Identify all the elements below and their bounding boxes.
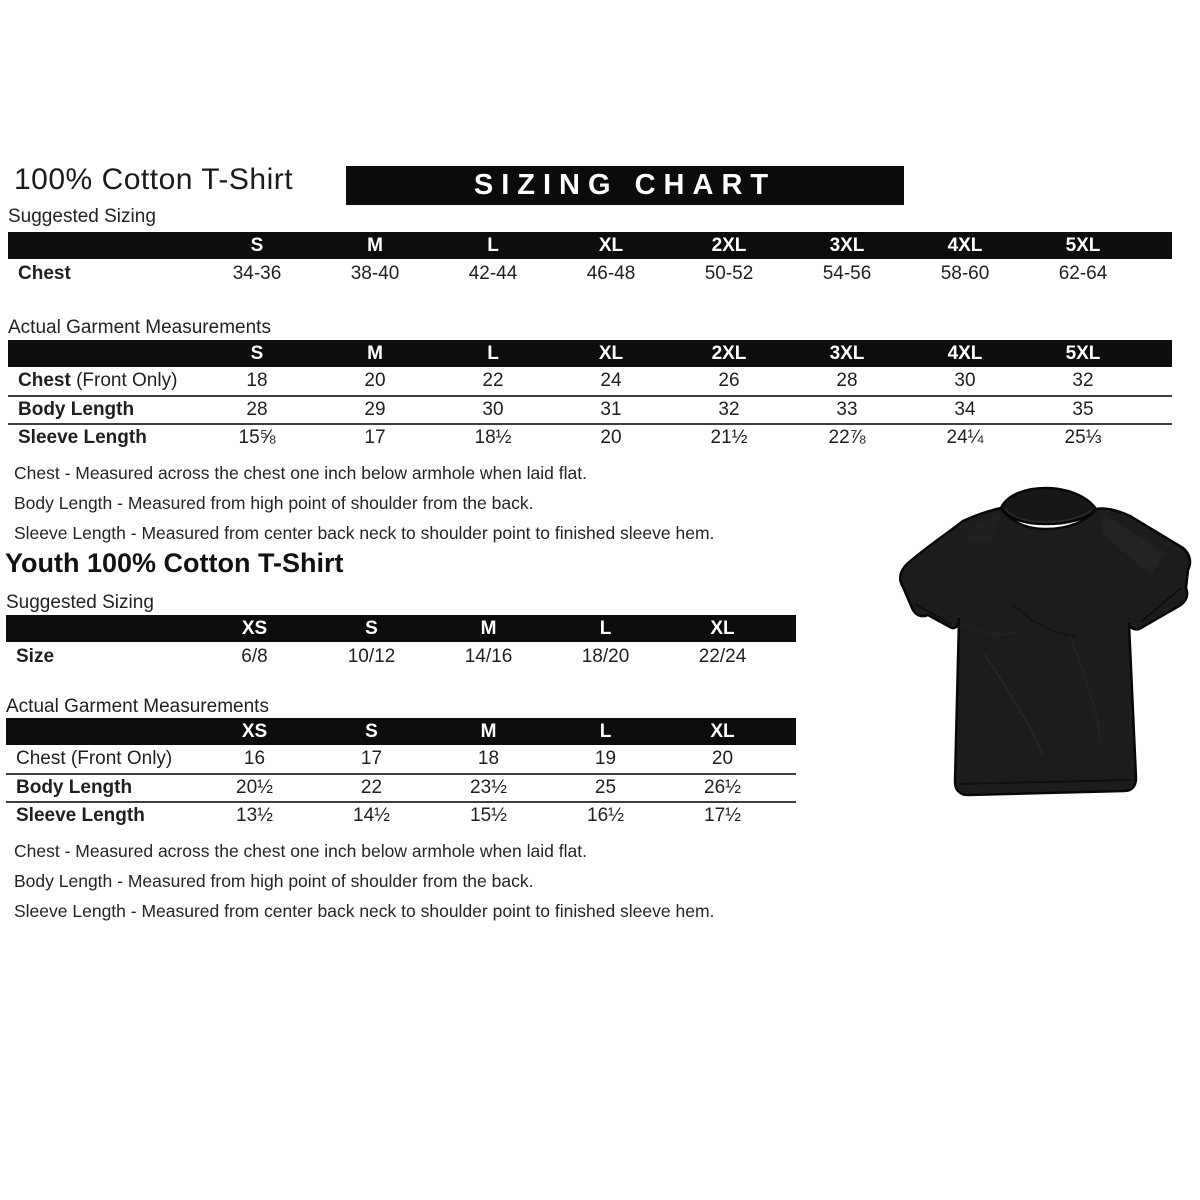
- adult-body-length-row: [8, 395, 1172, 423]
- table-cell: 62-64: [1058, 263, 1108, 284]
- table-cell: 19: [594, 748, 617, 769]
- table-cell: 30: [954, 370, 976, 391]
- youth-sleeve-length-row: [6, 801, 796, 829]
- table-cell: 15½: [470, 805, 507, 826]
- adult-measurements-table: [8, 340, 1172, 451]
- table-cell: 17: [360, 748, 383, 769]
- column-header: 2XL: [711, 234, 747, 256]
- table-cell: 26½: [704, 777, 741, 798]
- adult-measurement-notes: [14, 458, 714, 548]
- column-header: M: [480, 617, 497, 639]
- table-cell: 34-36: [232, 263, 282, 284]
- column-header: L: [599, 720, 612, 742]
- column-header: 5XL: [1065, 234, 1101, 256]
- column-header: M: [367, 234, 383, 256]
- adult-suggested-sizing-label: Suggested Sizing: [8, 206, 156, 227]
- column-header: XL: [710, 720, 735, 742]
- table-cell: 38-40: [350, 263, 400, 284]
- column-header: M: [480, 720, 497, 742]
- table-cell: 42-44: [468, 263, 518, 284]
- column-header: XL: [598, 342, 624, 364]
- table-cell: 23½: [470, 777, 507, 798]
- youth-section-title: Youth 100% Cotton T-Shirt: [5, 548, 344, 578]
- column-header: 3XL: [829, 234, 865, 256]
- row-label: Chest: [18, 263, 71, 284]
- page-title: 100% Cotton T-Shirt: [14, 163, 294, 196]
- row-label: Sleeve Length: [18, 427, 147, 448]
- table-cell: 10/12: [347, 646, 396, 667]
- column-header: S: [250, 342, 264, 364]
- table-cell: 18½: [474, 427, 512, 448]
- table-cell: 14/16: [464, 646, 513, 667]
- column-header: S: [365, 720, 378, 742]
- table-cell: 13½: [236, 805, 273, 826]
- column-header: 4XL: [947, 342, 983, 364]
- table-cell: 34: [954, 399, 976, 420]
- column-header: M: [367, 342, 383, 364]
- table-cell: 20: [711, 748, 734, 769]
- table-cell: 28: [246, 399, 268, 420]
- table-cell: 6/8: [241, 646, 268, 667]
- table-cell: 24¼: [946, 427, 984, 448]
- column-header: XS: [241, 617, 268, 639]
- table-cell: 25: [594, 777, 617, 798]
- youth-measurement-notes: [14, 836, 714, 926]
- table-cell: 35: [1072, 399, 1094, 420]
- tshirt-image: [893, 484, 1199, 810]
- youth-suggested-sizing-label: Suggested Sizing: [6, 592, 154, 613]
- table-cell: 54-56: [822, 263, 872, 284]
- table-cell: 58-60: [940, 263, 990, 284]
- table-cell: 18: [477, 748, 500, 769]
- note-chest: Chest - Measured across the chest one inch below armhole when laid flat.: [14, 841, 587, 861]
- table-cell: 26: [718, 370, 740, 391]
- adult-chest-measure-row: [8, 367, 1172, 395]
- youth-body-length-row: [6, 773, 796, 801]
- note-body-length: Body Length - Measured from high point of shoulder from the back.: [14, 871, 534, 891]
- table-cell: 21½: [710, 427, 748, 448]
- adult-sleeve-length-row: [8, 423, 1172, 451]
- table-cell: 46-48: [586, 263, 636, 284]
- row-label: Chest (Front Only): [18, 370, 178, 391]
- row-label: Body Length: [18, 399, 135, 420]
- table-cell: 22/24: [698, 646, 747, 667]
- row-label: Chest (Front Only): [16, 748, 173, 769]
- table-cell: 31: [600, 399, 622, 420]
- table-cell: 22⅞: [828, 427, 866, 448]
- table-cell: 24: [600, 370, 622, 391]
- table-cell: 50-52: [704, 263, 754, 284]
- sizing-chart-banner: [346, 166, 904, 205]
- youth-measurements-table: [6, 718, 796, 829]
- table-cell: 32: [1072, 370, 1094, 391]
- note-sleeve-length: Sleeve Length - Measured from center back neck to shoulder point to finished sleeve hem.: [14, 523, 715, 543]
- table-cell: 17½: [704, 805, 741, 826]
- column-header: S: [250, 234, 264, 256]
- youth-chest-measure-row: [6, 745, 796, 773]
- sizing-chart-banner-text: SIZING CHART: [473, 169, 777, 201]
- youth-suggested-header-row: [6, 615, 796, 642]
- table-cell: 15⅝: [238, 427, 276, 448]
- table-cell: 17: [364, 427, 386, 448]
- table-cell: 18: [246, 370, 268, 391]
- table-cell: 22: [360, 777, 383, 798]
- column-header: 5XL: [1065, 342, 1101, 364]
- table-cell: 22: [482, 370, 504, 391]
- column-header: L: [599, 617, 612, 639]
- table-cell: 20: [364, 370, 386, 391]
- column-header: L: [487, 234, 499, 256]
- column-header: 4XL: [947, 234, 983, 256]
- note-sleeve-length: Sleeve Length - Measured from center back neck to shoulder point to finished sleeve hem.: [14, 901, 715, 921]
- table-cell: 28: [836, 370, 858, 391]
- column-header: XS: [241, 720, 268, 742]
- note-chest: Chest - Measured across the chest one inch below armhole when laid flat.: [14, 463, 587, 483]
- youth-actual-measurements-label: Actual Garment Measurements: [6, 696, 269, 717]
- adult-chest-range-row: [8, 259, 1172, 289]
- row-label: Size: [16, 646, 55, 667]
- row-label: Sleeve Length: [16, 805, 145, 826]
- table-cell: 25⅓: [1064, 427, 1102, 448]
- table-cell: 30: [482, 399, 504, 420]
- column-header: S: [365, 617, 378, 639]
- table-cell: 16: [243, 748, 266, 769]
- column-header: XL: [710, 617, 735, 639]
- table-cell: 16½: [587, 805, 624, 826]
- black-tshirt-photo: [893, 484, 1199, 810]
- column-header: L: [487, 342, 499, 364]
- row-label: Body Length: [16, 777, 133, 798]
- column-header: 3XL: [829, 342, 865, 364]
- table-cell: 32: [718, 399, 740, 420]
- adult-actual-measurements-label: Actual Garment Measurements: [8, 317, 271, 338]
- table-cell: 33: [836, 399, 858, 420]
- column-header: 2XL: [711, 342, 747, 364]
- column-header: XL: [598, 234, 624, 256]
- table-cell: 20½: [236, 777, 273, 798]
- table-cell: 14½: [353, 805, 390, 826]
- adult-suggested-header-row: [8, 232, 1172, 259]
- table-cell: 29: [364, 399, 386, 420]
- adult-measurements-header-row: [8, 340, 1172, 367]
- table-cell: 20: [600, 427, 622, 448]
- youth-measurements-header-row: [6, 718, 796, 745]
- adult-suggested-sizing-table: [8, 232, 1172, 289]
- note-body-length: Body Length - Measured from high point of shoulder from the back.: [14, 493, 534, 513]
- youth-suggested-sizing-table: [6, 615, 796, 672]
- table-cell: 18/20: [581, 646, 630, 667]
- youth-size-row: [6, 642, 796, 672]
